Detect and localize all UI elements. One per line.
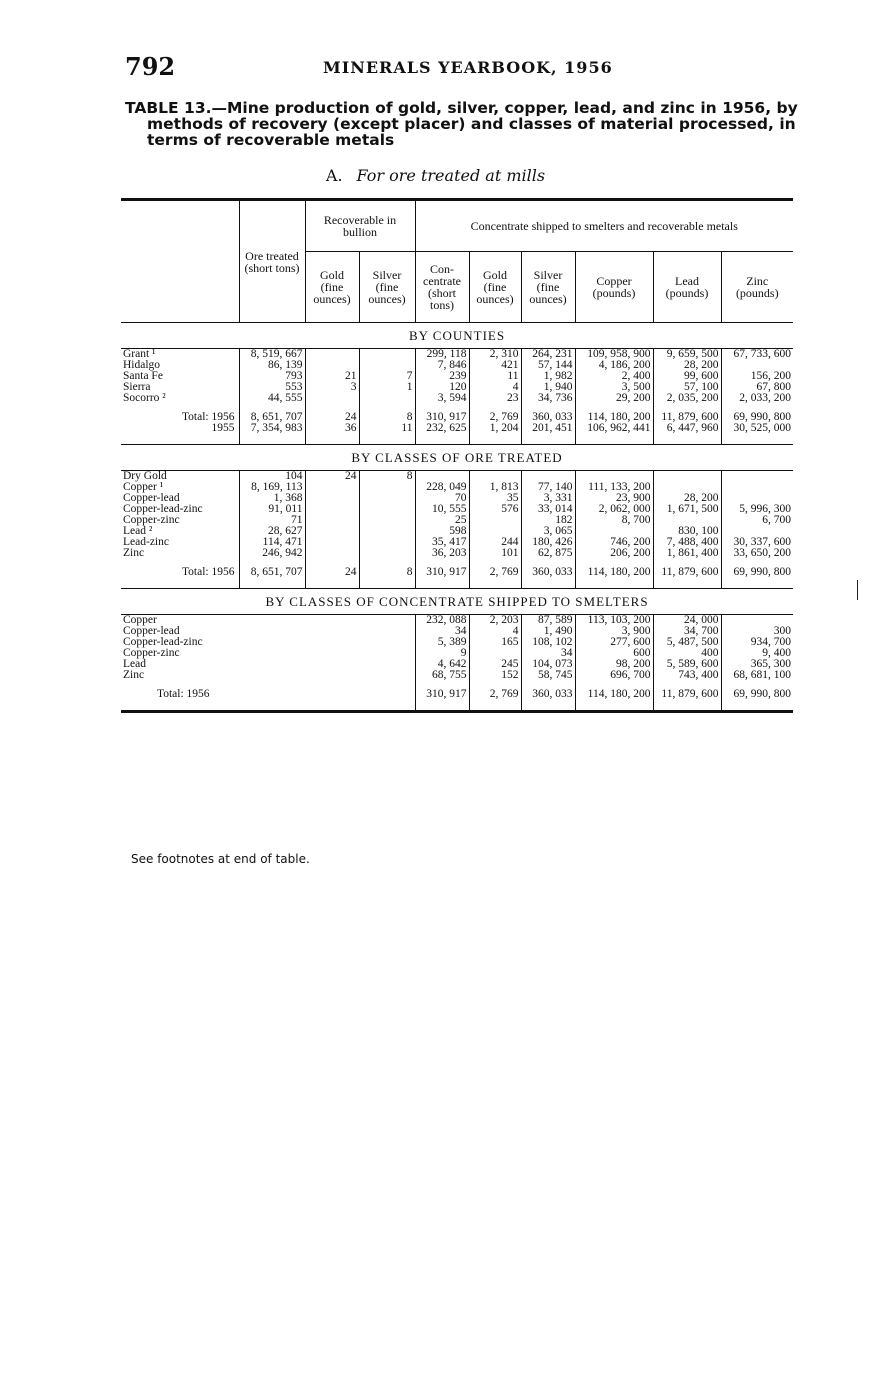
table-row [121, 393, 793, 404]
cell-b_silver [359, 537, 415, 548]
cell-zinc: 365, 300 [721, 659, 793, 670]
cell-conc: 35, 417 [415, 537, 469, 548]
total-conc: 310, 917 [415, 681, 469, 712]
cell-b_gold [305, 349, 359, 361]
col-group-bullion: Recoverable in bullion [305, 200, 415, 252]
total-row [121, 404, 793, 423]
row-label: Grant ¹ [123, 348, 156, 360]
row-label: Socorro ² [123, 393, 166, 404]
table-row [121, 670, 793, 681]
total-label: Total: 1956 [181, 566, 235, 578]
cell-c_gold: 421 [469, 360, 521, 371]
cell-c_gold: 23 [469, 393, 521, 404]
row-label: Copper-lead-zinc [123, 637, 203, 648]
total-c_silver: 201, 451 [521, 423, 575, 445]
table-row [121, 515, 793, 526]
cell-ore: 86, 139 [239, 360, 305, 371]
total-b_gold: 24 [305, 559, 359, 589]
cell-c_silver: 34 [521, 648, 575, 659]
cell-b_silver [359, 515, 415, 526]
cell-c_silver: 87, 589 [521, 615, 575, 627]
cell-b_silver [359, 360, 415, 371]
total-b_silver: 11 [359, 423, 415, 445]
cell-lead: 28, 200 [653, 493, 721, 504]
cell-ore: 8, 169, 113 [239, 482, 305, 493]
table-row [121, 504, 793, 515]
cell-lead: 28, 200 [653, 360, 721, 371]
cell-c_silver: 57, 144 [521, 360, 575, 371]
cell-conc: 5, 389 [415, 637, 469, 648]
cell-b_silver [359, 526, 415, 537]
total-c_gold: 1, 204 [469, 423, 521, 445]
cell-c_gold: 244 [469, 537, 521, 548]
cell-c_gold: 4 [469, 626, 521, 637]
production-table [121, 198, 793, 713]
total-conc: 310, 917 [415, 404, 469, 423]
cell-c_silver: 180, 426 [521, 537, 575, 548]
table-row [121, 482, 793, 493]
table-body [121, 323, 793, 712]
total-ore: 8, 651, 707 [239, 404, 305, 423]
cell-lead [653, 471, 721, 483]
cell-conc: 34 [415, 626, 469, 637]
row-label: Copper-lead-zinc [123, 504, 203, 515]
cell-c_gold: 2, 310 [469, 349, 521, 361]
col-bullion-gold: Gold (fine ounces) [305, 252, 359, 323]
cell-lead: 400 [653, 648, 721, 659]
table-row [121, 360, 793, 371]
cell-ore: 793 [239, 371, 305, 382]
total-ore: 7, 354, 983 [239, 423, 305, 445]
total-zinc: 69, 990, 800 [721, 681, 793, 712]
cell-ore: 114, 471 [239, 537, 305, 548]
total-c_silver: 360, 033 [521, 681, 575, 712]
cell-conc: 4, 642 [415, 659, 469, 670]
cell-copper: 2, 062, 000 [575, 504, 653, 515]
total-zinc: 69, 990, 800 [721, 559, 793, 589]
total-copper: 114, 180, 200 [575, 559, 653, 589]
cell-lead: 34, 700 [653, 626, 721, 637]
row-label: Copper-zinc [123, 648, 180, 659]
cell-b_gold [305, 482, 359, 493]
cell-copper: 3, 900 [575, 626, 653, 637]
cell-ore: 246, 942 [239, 548, 305, 559]
total-conc: 232, 625 [415, 423, 469, 445]
total-ore: 8, 651, 707 [239, 559, 305, 589]
cell-b_gold [305, 537, 359, 548]
cell-c_silver: 108, 102 [521, 637, 575, 648]
cell-lead: 57, 100 [653, 382, 721, 393]
subtitle-text: For ore treated at mills [356, 166, 546, 185]
cell-lead: 5, 589, 600 [653, 659, 721, 670]
cell-b_gold [305, 360, 359, 371]
row-label: Zinc [123, 548, 145, 559]
cell-zinc: 67, 800 [721, 382, 793, 393]
cell-copper: 8, 700 [575, 515, 653, 526]
cell-conc: 228, 049 [415, 482, 469, 493]
col-concentrate: Con-centrate (short tons) [415, 252, 469, 323]
cell-conc: 68, 755 [415, 670, 469, 681]
cell-copper: 23, 900 [575, 493, 653, 504]
subtitle-letter: A. [325, 166, 343, 185]
table-row [121, 471, 793, 483]
cell-c_silver: 104, 073 [521, 659, 575, 670]
cell-copper: 29, 200 [575, 393, 653, 404]
table-header [121, 200, 793, 323]
cell-conc: 7, 846 [415, 360, 469, 371]
cell-b_silver [359, 548, 415, 559]
cell-zinc: 33, 650, 200 [721, 548, 793, 559]
cell-conc [415, 471, 469, 483]
total-lead: 11, 879, 600 [653, 404, 721, 423]
cell-zinc: 300 [721, 626, 793, 637]
cell-copper [575, 471, 653, 483]
total-c_silver: 360, 033 [521, 404, 575, 423]
running-title: MINERALS YEARBOOK, 1956 [323, 58, 613, 77]
cell-c_silver: 33, 014 [521, 504, 575, 515]
cell-ore: 71 [239, 515, 305, 526]
col-conc-silver: Silver (fine ounces) [521, 252, 575, 323]
total-zinc: 30, 525, 000 [721, 423, 793, 445]
cell-c_silver: 77, 140 [521, 482, 575, 493]
cell-conc: 3, 594 [415, 393, 469, 404]
table-row [121, 371, 793, 382]
table-row [121, 493, 793, 504]
total-c_gold: 2, 769 [469, 559, 521, 589]
cell-zinc: 934, 700 [721, 637, 793, 648]
cell-lead: 5, 487, 500 [653, 637, 721, 648]
cell-lead: 24, 000 [653, 615, 721, 627]
total-lead: 11, 879, 600 [653, 681, 721, 712]
page-header [125, 52, 795, 82]
cell-zinc: 67, 733, 600 [721, 349, 793, 361]
cell-c_silver: 34, 736 [521, 393, 575, 404]
cell-c_gold: 11 [469, 371, 521, 382]
cell-b_silver: 8 [359, 471, 415, 483]
total-b_gold: 36 [305, 423, 359, 445]
section-title: BY COUNTIES [121, 323, 793, 349]
footnote: See footnotes at end of table. [131, 852, 310, 866]
cell-ore: 91, 011 [239, 504, 305, 515]
table-row [121, 637, 793, 648]
cell-c_gold [469, 515, 521, 526]
cell-c_silver: 1, 982 [521, 371, 575, 382]
cell-c_silver: 1, 490 [521, 626, 575, 637]
col-bullion-silver: Silver (fine ounces) [359, 252, 415, 323]
cell-zinc [721, 526, 793, 537]
col-ore-treated: Ore treated (short tons) [239, 200, 305, 323]
cell-copper: 111, 133, 200 [575, 482, 653, 493]
table-row [121, 659, 793, 670]
cell-b_silver: 1 [359, 382, 415, 393]
cell-conc: 239 [415, 371, 469, 382]
cell-conc: 120 [415, 382, 469, 393]
total-copper: 114, 180, 200 [575, 681, 653, 712]
cell-c_silver: 1, 940 [521, 382, 575, 393]
cell-lead [653, 482, 721, 493]
cell-c_silver: 3, 331 [521, 493, 575, 504]
cell-copper: 2, 400 [575, 371, 653, 382]
total-c_gold: 2, 769 [469, 681, 521, 712]
total-lead: 11, 879, 600 [653, 559, 721, 589]
section-title: BY CLASSES OF CONCENTRATE SHIPPED TO SMELTERS [121, 589, 793, 615]
cell-c_silver: 58, 745 [521, 670, 575, 681]
cell-b_silver [359, 493, 415, 504]
table-row [121, 548, 793, 559]
total-b_silver: 8 [359, 559, 415, 589]
page-number: 792 [125, 52, 176, 81]
cell-c_gold [469, 526, 521, 537]
cell-conc: 299, 118 [415, 349, 469, 361]
cell-lead: 830, 100 [653, 526, 721, 537]
cell-zinc: 6, 700 [721, 515, 793, 526]
row-label: Lead-zinc [123, 537, 169, 548]
cell-ore: 8, 519, 667 [239, 349, 305, 361]
total-c_silver: 360, 033 [521, 559, 575, 589]
cell-copper: 277, 600 [575, 637, 653, 648]
cell-lead [653, 515, 721, 526]
cell-c_gold: 4 [469, 382, 521, 393]
cell-zinc: 30, 337, 600 [721, 537, 793, 548]
row-label: Santa Fe [123, 371, 163, 382]
cell-c_gold: 1, 813 [469, 482, 521, 493]
cell-b_gold [305, 493, 359, 504]
total-label: Total: 1956 [121, 681, 415, 712]
total-c_gold: 2, 769 [469, 404, 521, 423]
cell-copper: 4, 186, 200 [575, 360, 653, 371]
col-zinc: Zinc (pounds) [721, 252, 793, 323]
table-subtitle [0, 166, 871, 185]
cell-b_gold [305, 515, 359, 526]
margin-mark [857, 580, 858, 600]
total-row [121, 681, 793, 712]
total-label: Total: 1956 [181, 411, 235, 423]
row-label: Lead ² [123, 526, 153, 537]
total-b_gold: 24 [305, 404, 359, 423]
cell-lead: 743, 400 [653, 670, 721, 681]
cell-zinc [721, 471, 793, 483]
cell-ore: 104 [239, 471, 305, 483]
table-row [121, 382, 793, 393]
cell-b_silver [359, 504, 415, 515]
col-lead: Lead (pounds) [653, 252, 721, 323]
cell-copper: 113, 103, 200 [575, 615, 653, 627]
table-row [121, 537, 793, 548]
cell-zinc: 5, 996, 300 [721, 504, 793, 515]
cell-conc: 70 [415, 493, 469, 504]
cell-b_silver [359, 393, 415, 404]
table-caption: TABLE 13.—Mine production of gold, silver, copper, lead, and zinc in 1956, by methods of recovery (except placer) and classes of material processed, in terms of recoverable metals [125, 99, 798, 149]
cell-conc: 232, 088 [415, 615, 469, 627]
cell-b_gold [305, 548, 359, 559]
cell-b_gold [305, 393, 359, 404]
cell-lead: 2, 035, 200 [653, 393, 721, 404]
cell-b_gold [305, 526, 359, 537]
total-row [121, 559, 793, 589]
cell-zinc: 9, 400 [721, 648, 793, 659]
cell-ore: 553 [239, 382, 305, 393]
cell-c_gold: 101 [469, 548, 521, 559]
cell-lead: 7, 488, 400 [653, 537, 721, 548]
total-copper: 114, 180, 200 [575, 404, 653, 423]
cell-zinc [721, 360, 793, 371]
cell-c_gold: 576 [469, 504, 521, 515]
cell-zinc: 2, 033, 200 [721, 393, 793, 404]
cell-copper: 600 [575, 648, 653, 659]
cell-c_silver [521, 471, 575, 483]
cell-copper: 109, 958, 900 [575, 349, 653, 361]
cell-b_silver [359, 349, 415, 361]
total-conc: 310, 917 [415, 559, 469, 589]
row-label: Copper-zinc [123, 515, 180, 526]
cell-conc: 36, 203 [415, 548, 469, 559]
cell-copper: 3, 500 [575, 382, 653, 393]
row-label: Copper ¹ [123, 482, 164, 493]
row-label: Copper-lead [123, 626, 180, 637]
cell-copper: 696, 700 [575, 670, 653, 681]
cell-ore: 1, 368 [239, 493, 305, 504]
table-row [121, 626, 793, 637]
cell-c_silver: 182 [521, 515, 575, 526]
total-zinc: 69, 990, 800 [721, 404, 793, 423]
cell-zinc [721, 493, 793, 504]
cell-b_silver: 7 [359, 371, 415, 382]
cell-c_silver: 3, 065 [521, 526, 575, 537]
cell-b_gold: 24 [305, 471, 359, 483]
total-copper: 106, 962, 441 [575, 423, 653, 445]
cell-conc: 10, 555 [415, 504, 469, 515]
row-label: Hidalgo [123, 360, 161, 371]
row-label: Zinc [123, 670, 145, 681]
cell-copper: 746, 200 [575, 537, 653, 548]
cell-lead: 9, 659, 500 [653, 349, 721, 361]
row-label: Copper-lead [123, 493, 180, 504]
row-label: Lead [123, 659, 146, 670]
table-row [121, 615, 793, 627]
cell-ore: 28, 627 [239, 526, 305, 537]
total-lead: 6, 447, 960 [653, 423, 721, 445]
cell-c_gold: 35 [469, 493, 521, 504]
row-label: Dry Gold [123, 470, 167, 482]
cell-c_silver: 264, 231 [521, 349, 575, 361]
cell-lead: 99, 600 [653, 371, 721, 382]
cell-ore: 44, 555 [239, 393, 305, 404]
cell-zinc: 68, 681, 100 [721, 670, 793, 681]
cell-c_gold: 152 [469, 670, 521, 681]
cell-c_gold [469, 471, 521, 483]
cell-c_gold [469, 648, 521, 659]
cell-c_gold: 2, 203 [469, 615, 521, 627]
cell-c_gold: 165 [469, 637, 521, 648]
cell-copper [575, 526, 653, 537]
cell-copper: 206, 200 [575, 548, 653, 559]
total-b_silver: 8 [359, 404, 415, 423]
cell-b_gold: 3 [305, 382, 359, 393]
cell-lead: 1, 861, 400 [653, 548, 721, 559]
cell-copper: 98, 200 [575, 659, 653, 670]
row-label: Copper [123, 614, 157, 626]
col-conc-gold: Gold (fine ounces) [469, 252, 521, 323]
section-title: BY CLASSES OF ORE TREATED [121, 445, 793, 471]
cell-zinc [721, 615, 793, 627]
col-group-concentrate: Concentrate shipped to smelters and recoverable metals [415, 200, 793, 252]
table-row [121, 648, 793, 659]
cell-b_gold: 21 [305, 371, 359, 382]
cell-c_silver: 62, 875 [521, 548, 575, 559]
cell-zinc: 156, 200 [721, 371, 793, 382]
table-row [121, 526, 793, 537]
total-label: 1955 [211, 423, 235, 434]
total-row [121, 423, 793, 445]
table-row [121, 349, 793, 361]
cell-lead: 1, 671, 500 [653, 504, 721, 515]
cell-zinc [721, 482, 793, 493]
cell-c_gold: 245 [469, 659, 521, 670]
cell-conc: 25 [415, 515, 469, 526]
row-label: Sierra [123, 382, 151, 393]
cell-conc: 598 [415, 526, 469, 537]
cell-conc: 9 [415, 648, 469, 659]
cell-b_gold [305, 504, 359, 515]
col-copper: Copper (pounds) [575, 252, 653, 323]
stub-header [121, 200, 239, 323]
cell-b_silver [359, 482, 415, 493]
